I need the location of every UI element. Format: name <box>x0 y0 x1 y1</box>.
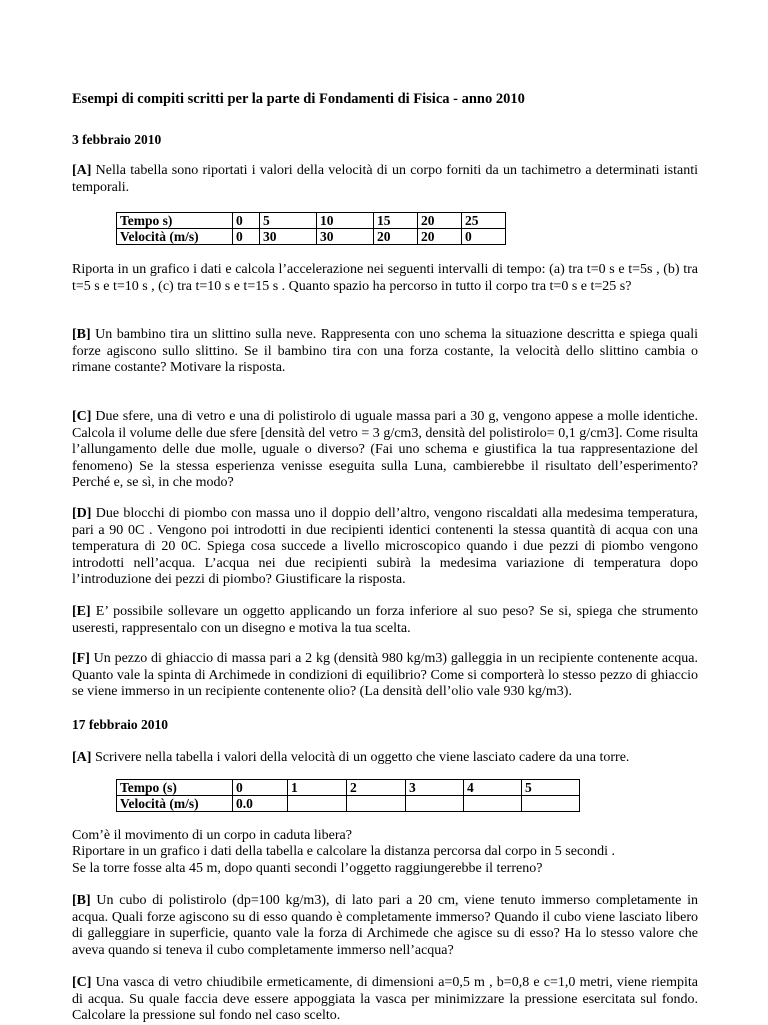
table-row <box>117 213 506 229</box>
exercise-text: Due blocchi di piombo con massa uno il doppio dell’altro, vengono riscaldati alla medesima temperatura, pari a 90 0C . Vengono poi introdotti in due recipienti identici contenenti la stessa quantità di acqua con una temperatura di 20 0C. Spiega cosa succede a livello microscopico quando i due pezzi di piombo vengono introdotti nell’acqua. L’acqua nei due recipienti subirà la medesima variazione di temperatura dopo l’introduzione dei pezzi di piombo? Giustificare la risposta. <box>72 506 698 587</box>
table-cell: Velocità (m/s) <box>117 229 233 245</box>
table-cell: 0 <box>233 213 260 229</box>
exercise-text: Nella tabella sono riportati i valori della velocità di un corpo forniti da un tachimetro a determinati istanti temporali. <box>72 163 698 195</box>
exercise-1e <box>72 604 698 637</box>
table-cell: 3 <box>406 780 464 796</box>
exercise-label: [C] <box>72 975 92 990</box>
exercise-1a <box>72 163 698 196</box>
exam-date-2: 17 febbraio 2010 <box>72 717 168 732</box>
exercise-1c <box>72 409 698 492</box>
exercise-label: [C] <box>72 409 92 424</box>
table-cell: 5 <box>260 213 317 229</box>
exercise-label: [A] <box>72 750 92 765</box>
table-cell <box>522 796 580 812</box>
exercise-label: [E] <box>72 604 91 619</box>
document-title: Esempi di compiti scritti per la parte di Fondamenti di Fisica - anno 2010 <box>72 91 525 107</box>
table-cell <box>406 796 464 812</box>
exercise-1a-questions: Riporta in un grafico i dati e calcola l’accelerazione nei seguenti intervalli di tempo: (a) tra t=0 s e t=5s , (b) tra t=5 s e t=10 s , (c) tra t=10 s e t=15 s . Quanto spazio ha percorso in tutto il corpo tra t=0 s e t=25 s? <box>72 262 698 294</box>
velocity-table-2 <box>116 779 580 812</box>
exercise-2a-q2: Riportare in un grafico i dati della tabella e calcolare la distanza percorsa dal corpo in 5 secondi . <box>72 844 616 859</box>
table-cell: 25 <box>462 213 506 229</box>
exercise-text: E’ possibile sollevare un oggetto applicando un forza inferiore al suo peso? Se si, spiega che strumento useresti, rappresentalo con un disegno e motiva la tua scelta. <box>72 604 698 636</box>
exercise-2c <box>72 975 698 1025</box>
exercise-2a-q1: Com’è il movimento di un corpo in caduta libera? <box>72 828 352 843</box>
exercise-text: Un cubo di polistirolo (dp=100 kg/m3), di lato pari a 20 cm, viene tenuto immerso completamente in acqua. Quali forze agiscono su di esso quando è completamente immerso? Quando il cubo viene lasciato libero di galleggiare in superficie, quanto vale la forza di Archimede che agisce su di esso? Ha lo stesso valore che aveva quando si teneva il cubo completamente immerso nell’acqua? <box>72 893 698 958</box>
table-row <box>117 780 580 796</box>
table-cell: 5 <box>522 780 580 796</box>
table-cell: Velocità (m/s) <box>117 796 233 812</box>
table-cell: 20 <box>374 229 418 245</box>
table-cell: 30 <box>317 229 374 245</box>
exercise-label: [D] <box>72 506 92 521</box>
table-cell <box>288 796 347 812</box>
table-cell <box>464 796 522 812</box>
table-cell: 0.0 <box>233 796 288 812</box>
table-cell: 30 <box>260 229 317 245</box>
exercise-text: Una vasca di vetro chiudibile ermeticamente, di dimensioni a=0,5 m , b=0,8 e c=1,0 metri, viene riempita di acqua. Su quale faccia deve essere appoggiata la vasca per minimizzare la pressione esercitata sul fondo. Calcolare la pressione sul fondo nel caso scelto. <box>72 975 698 1023</box>
exercise-2a <box>72 750 698 767</box>
table-cell: 4 <box>464 780 522 796</box>
exercise-label: [B] <box>72 327 91 342</box>
table-cell: Tempo (s) <box>117 780 233 796</box>
exercise-2b <box>72 893 698 959</box>
table-cell <box>347 796 406 812</box>
table-cell: Tempo s) <box>117 213 233 229</box>
table-cell: 0 <box>462 229 506 245</box>
table-cell: 0 <box>233 229 260 245</box>
exercise-1f <box>72 651 698 701</box>
exercise-text: Un bambino tira un slittino sulla neve. Rappresenta con uno schema la situazione descritta e spiega quali forze agiscono sullo slittino. Se il bambino tira con una forza costante, la velocità dello slittino cambia o rimane costante? Motivare la risposta. <box>72 327 698 375</box>
exercise-label: [F] <box>72 651 90 666</box>
exercise-label: [A] <box>72 163 92 178</box>
exercise-text: Due sfere, una di vetro e una di polistirolo di uguale massa pari a 30 g, vengono appese a molle identiche. Calcola il volume delle due sfere [densità del vetro = 3 g/cm3, densità del polistirolo= 0,1 g/cm3]. Come risulta l’allungamento delle due molle, uguale o diverso? (Fai uno schema e giustifica la tua rappresentazione del fenomeno) Se la stessa esperienza venisse eseguita sulla Luna, cambierebbe il risultato dell’esperimento? Perché e, se sì, in che modo? <box>72 409 698 490</box>
table-row <box>117 796 580 812</box>
table-cell: 10 <box>317 213 374 229</box>
exercise-1b <box>72 327 698 377</box>
table-cell: 20 <box>418 213 462 229</box>
table-cell: 20 <box>418 229 462 245</box>
exam-date-1: 3 febbraio 2010 <box>72 132 162 147</box>
table-cell: 2 <box>347 780 406 796</box>
exercise-text: Scrivere nella tabella i valori della velocità di un oggetto che viene lasciato cadere da una torre. <box>91 750 630 765</box>
table-cell: 1 <box>288 780 347 796</box>
table-row <box>117 229 506 245</box>
table-cell: 0 <box>233 780 288 796</box>
table-cell: 15 <box>374 213 418 229</box>
velocity-table-1 <box>116 212 506 245</box>
exercise-text: Un pezzo di ghiaccio di massa pari a 2 kg (densità 980 kg/m3) galleggia in un recipiente contenente acqua. Quanto vale la spinta di Archimede in condizioni di equilibrio? Come si comporterà lo stesso pezzo di ghiaccio se viene immerso in un recipiente contenente olio? (La densità dell’olio vale 930 kg/m3). <box>72 651 698 699</box>
exercise-label: [B] <box>72 893 91 908</box>
exercise-2a-q3: Se la torre fosse alta 45 m, dopo quanti secondi l’oggetto raggiungerebbe il terreno? <box>72 861 543 876</box>
exercise-1d <box>72 506 698 589</box>
